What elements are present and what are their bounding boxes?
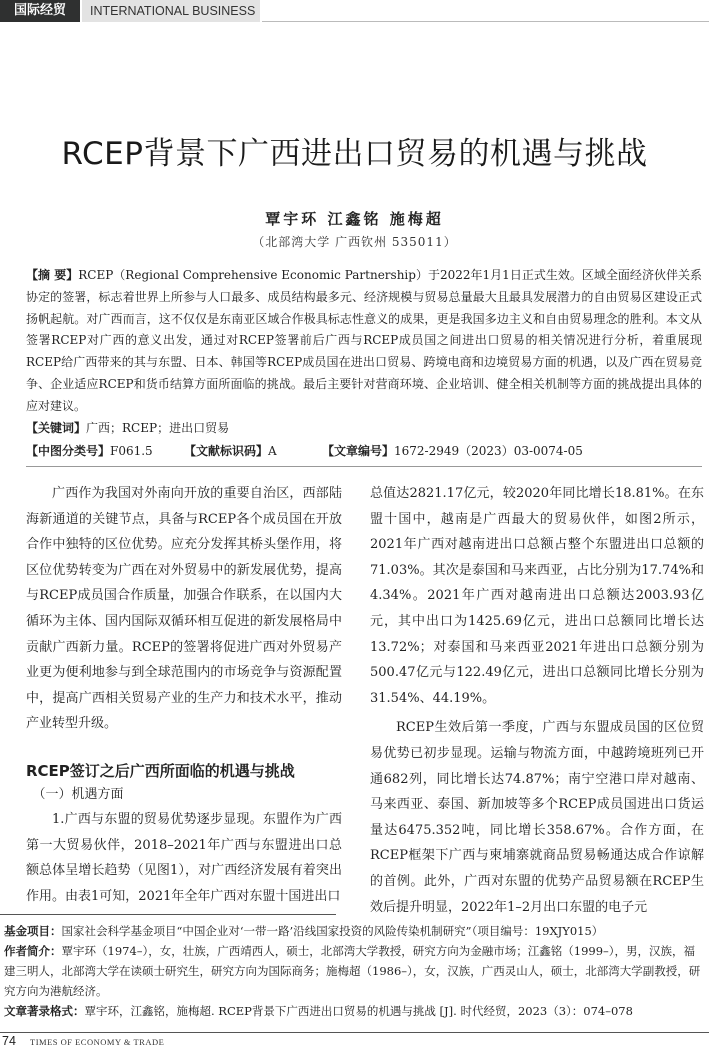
page-number: 74 xyxy=(2,1034,16,1048)
abstract-label: 【摘 要】 xyxy=(26,268,79,282)
section-tag: 国际经贸 xyxy=(0,0,80,22)
article-number-label: 【文章编号】 xyxy=(322,444,395,458)
doc-code-value: A xyxy=(268,444,277,458)
clc-number xyxy=(26,442,153,460)
clc-value: F061.5 xyxy=(110,444,153,458)
abstract-divider xyxy=(26,466,702,467)
article-number xyxy=(322,442,583,460)
journal-name: TIMES OF ECONOMY & TRADE xyxy=(30,1037,165,1047)
footnotes xyxy=(4,921,704,1021)
author-list: 覃宇环 江鑫铭 施梅超 xyxy=(265,210,444,228)
left-column xyxy=(26,481,342,909)
section-tag-english: INTERNATIONAL BUSINESS xyxy=(82,0,260,22)
subsection-heading: （一）机遇方面 xyxy=(32,786,124,802)
citation-text: 覃宇环，江鑫铭，施梅超. RCEP背景下广西进出口贸易的机遇与挑战 [J]. 时代经贸，2023（3）：074–078 xyxy=(84,1004,633,1018)
author-note xyxy=(4,941,704,1001)
article-number-value: 1672-2949（2023）03-0074-05 xyxy=(394,444,583,458)
right-column xyxy=(370,481,704,920)
author-note-label: 作者简介： xyxy=(4,944,62,958)
fund-label: 基金项目： xyxy=(4,924,62,938)
footer-rule xyxy=(0,1032,709,1033)
citation-label: 文章著录格式： xyxy=(4,1004,85,1018)
author-affiliation: （北部湾大学 广西钦州 535011） xyxy=(252,235,457,249)
section-heading: RCEP签订之后广西所面临的机遇与挑战 xyxy=(26,761,295,780)
keywords-label: 【关键词】 xyxy=(26,420,87,435)
body-paragraph: 总值达2821.17亿元，较2020年同比增长18.81%。在东盟十国中，越南是广西最大的贸易伙伴，如图2所示，2021年广西对越南进出口总额占整个东盟进出口总额的71.03%。其次是泰国和马来西亚，占比分别为17.74%和4.34%。2021年广西对越南进出口总额达2003.93亿元，其中出口为1425.69亿元，进出口总额同比增长达13.72%；对泰国和马来西亚2021年进出口总额分别为500.47亿元与122.49亿元，进出口总额同比增长分别为31.54%、44.19%。 xyxy=(370,486,704,706)
body-paragraph: 1.广西与东盟的贸易优势逐步显现。东盟作为广西第一大贸易伙伴，2018–2021年广西与东盟进出口总额总体呈增长趋势（见图1），对广西经济发展有着突出作用。由表1可知，2021年全年广西对东盟十国进出口 xyxy=(26,811,342,904)
citation-note xyxy=(4,1001,704,1021)
intro-paragraph: 广西作为我国对外南向开放的重要自治区，西部陆海新通道的关键节点，具备与RCEP各个成员国在开放合作中独特的区位优势。应充分发挥其桥头堡作用，将区位优势转变为广西在对外贸易中的新发展优势，提高与RCEP成员国合作质量，加强合作联系，在以国内大循环为主体、国内国际双循环相互促进的新发展格局中贡献广西新力量。RCEP的签署将促进广西对外贸易产业更为便利地参与到全球范围内的市场竞争与资源配置中，提高广西相关贸易产业的生产力和技术水平，推动产业转型升级。 xyxy=(26,486,342,732)
clc-label: 【中图分类号】 xyxy=(26,444,111,458)
document-code xyxy=(184,442,277,460)
keywords-text: 广西；RCEP；进出口贸易 xyxy=(86,420,230,435)
header-divider xyxy=(262,21,709,22)
abstract-text: RCEP（Regional Comprehensive Economic Partnership）于2022年1月1日正式生效。区域全面经济伙伴关系协定的签署，标志着世界上所参与人口最多、成员结构最多元、经济规模与贸易总量最大且最具发展潜力的自由贸易区建设正式扬帆起航。对广西而言，这不仅仅是东南亚区域合作极具标志性意义的成果，更是我国多边主义和自由贸易理念的胜利。本文从签署RCEP对广西的意义出发，通过对RCEP签署前后广西与RCEP成员国之间进出口贸易的相关情况进行分析，着重展现RCEP给广西带来的其与东盟、日本、韩国等RCEP成员国在进出口贸易、跨境电商和边境贸易方面的机遇，以及广西在贸易竞争、企业适应RCEP和货币结算方面所面临的挑战。最后主要针对营商环境、企业培训、健全相关机制等方面的挑战提出具体的应对建议。 xyxy=(26,268,702,413)
article-title: RCEP背景下广西进出口贸易的机遇与挑战 xyxy=(61,136,648,172)
section-header xyxy=(0,0,709,22)
fund-note xyxy=(4,921,704,941)
abstract xyxy=(26,265,702,439)
body-paragraph: RCEP生效后第一季度，广西与东盟成员国的区位贸易优势已初步显现。运输与物流方面，中越跨境班列已开通682列，同比增长达74.87%；南宁空港口岸对越南、马来西亚、泰国、新加坡等多个RCEP成员国进出口货运量达6475.352吨，同比增长358.67%。合作方面，在RCEP框架下广西与柬埔寨就商品贸易畅通达成合作谅解的首例。此外，广西对东盟的优势产品贸易额在RCEP生效后提升明显，2022年1–2月出口东盟的电子元 xyxy=(370,720,704,915)
doc-code-label: 【文献标识码】 xyxy=(184,444,269,458)
author-note-text: 覃宇环（1974–），女，壮族，广西靖西人，硕士，北部湾大学教授，研究方向为金融市场；江鑫铭（1999–），男，汉族，福建三明人，北部湾大学在读硕士研究生，研究方向为国际商务；施梅超（1986–），女，汉族，广西灵山人，硕士，北部湾大学副教授，研究方向为港航经济。 xyxy=(4,944,701,998)
footnote-divider xyxy=(0,914,336,915)
fund-text: 国家社会科学基金项目“中国企业对‘一带一路’沿线国家投资的风险传染机制研究”（项目编号：19XJY015） xyxy=(61,924,604,938)
